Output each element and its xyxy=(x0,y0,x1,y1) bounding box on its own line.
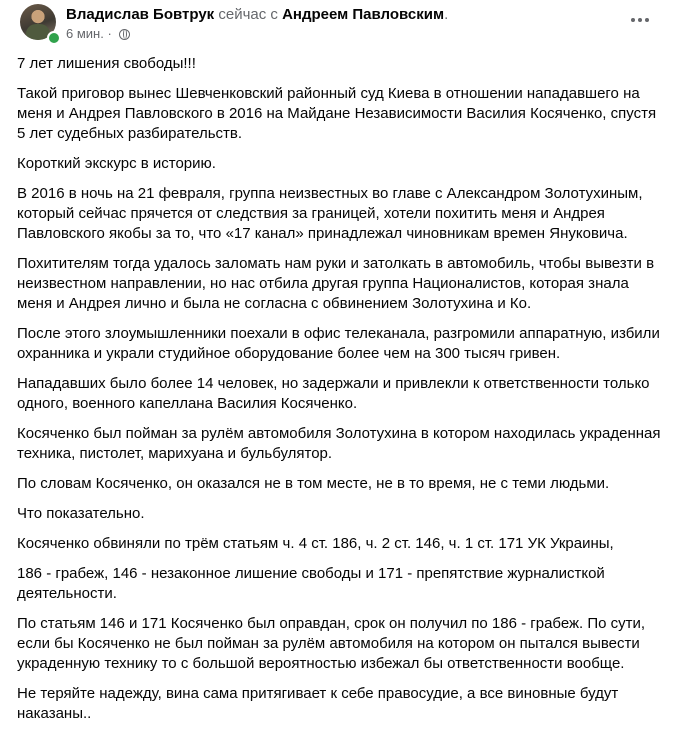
post-paragraph: В 2016 в ночь на 21 февраля, группа неизвестных во главе с Александром Золотухиным, который сейчас прячется от следствия за границей, хотели похитить меня и Андрея Павловского якобы за то, что «17 канал» принадлежал чиновникам времен Януковича. xyxy=(17,185,643,242)
post-paragraph: По статьям 146 и 171 Косяченко был оправдан, срок он получил по 186 - грабеж. По сути, если бы Косяченко не был пойман за рулём автомобиля на котором он пытался вывести украденную технику то с большой вероятностью избежал бы ответственности вообще. xyxy=(17,615,646,672)
post-text xyxy=(17,54,661,734)
post-title-line xyxy=(66,6,448,24)
more-options-icon xyxy=(645,18,649,22)
post-paragraph: 186 - грабеж, 146 - незаконное лишение свободы и 171 - препятствие журналисткой деятельности. xyxy=(17,565,605,602)
post-paragraph: Косяченко был пойман за рулём автомобиля Золотухина в котором находилась украденная техника, пистолет, марихуана и бульбулятор. xyxy=(17,425,661,462)
more-options-button[interactable] xyxy=(622,6,658,34)
post-paragraph: Короткий экскурс в историю. xyxy=(17,155,216,172)
post-paragraph: Похитителям тогда удалось заломать нам руки и затолкать в автомобиль, чтобы вывезти в неизвестном направлении, но нас отбила другая группа Националистов, которая знала меня и Андрея лично и была не согласна с обвинением Золотухина и Ко. xyxy=(17,255,655,312)
tagged-person-link[interactable]: Андреем Павловским xyxy=(282,6,445,23)
post-meta xyxy=(66,26,130,42)
more-options-icon xyxy=(638,18,642,22)
post-paragraph: Не теряйте надежду, вина сама притягивает к себе правосудие, а все виновные будут наказаны.. xyxy=(17,685,619,722)
online-status-indicator xyxy=(47,31,61,45)
globe-icon[interactable] xyxy=(119,29,130,40)
post-paragraph: После этого злоумышленники поехали в офис телеканала, разгромили аппаратную, избили охранника и украли студийное оборудование более чем на 300 тысяч гривен. xyxy=(17,325,660,362)
with-text: сейчас с xyxy=(218,6,278,23)
post-paragraph: Нападавших было более 14 человек, но задержали и привлекли к ответственности только одного, военного капеллана Василия Косяченко. xyxy=(17,375,650,412)
post-timestamp[interactable]: 6 мин. xyxy=(66,26,104,41)
meta-separator: · xyxy=(107,26,112,41)
more-options-icon xyxy=(631,18,635,22)
post-paragraph: По словам Косяченко, он оказался не в том месте, не в то время, не с теми людьми. xyxy=(17,475,610,492)
author-name-link[interactable]: Владислав Бовтрук xyxy=(66,6,215,23)
post-paragraph: Такой приговор вынес Шевченковский районный суд Киева в отношении нападавшего на меня и Андрея Павловского в 2016 на Майдане Независимости Василия Косяченко, спустя 5 лет судебных разбирательств. xyxy=(17,85,657,142)
post-header xyxy=(0,0,676,48)
post-paragraph: Что показательно. xyxy=(17,505,145,522)
post-paragraph: 7 лет лишения свободы!!! xyxy=(17,55,196,72)
post-paragraph: Косяченко обвиняли по трём статьям ч. 4 ст. 186, ч. 2 ст. 146, ч. 1 ст. 171 УК Украины, xyxy=(17,535,614,552)
title-period: . xyxy=(444,6,449,23)
